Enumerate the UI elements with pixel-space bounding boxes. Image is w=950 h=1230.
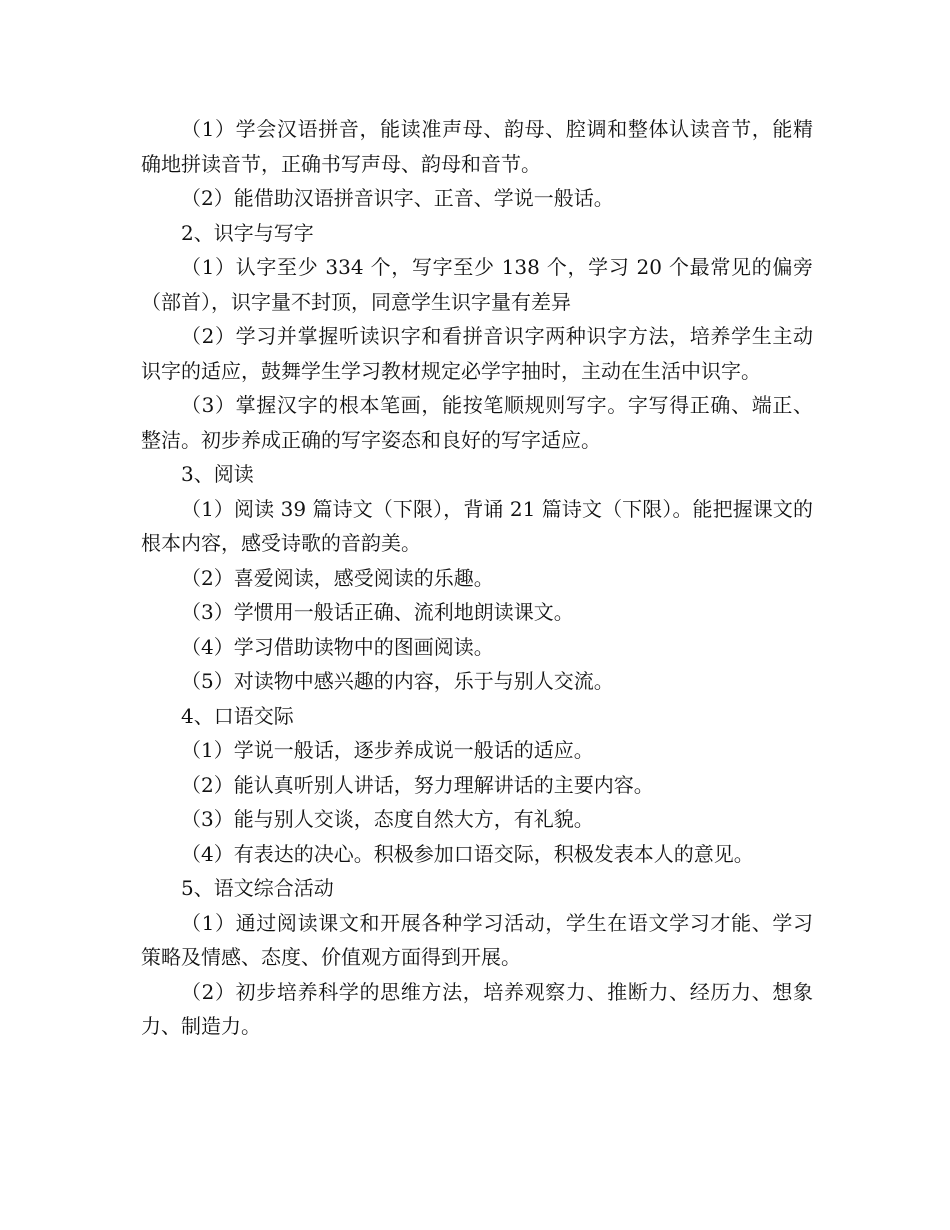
paragraph: （1）阅读 39 篇诗文（下限），背诵 21 篇诗文（下限）。能把握课文的根本内容，感受诗歌的音韵美。: [141, 496, 813, 555]
paragraph: （4）学习借助读物中的图画阅读。: [181, 634, 494, 659]
paragraph: （2）喜爱阅读，感受阅读的乐趣。: [181, 565, 494, 590]
paragraph: （1）认字至少 334 个，写字至少 138 个，学习 20 个最常见的偏旁（部首），识字量不封顶，同意学生识字量有差异: [141, 255, 813, 314]
paragraph: （3）学惯用一般话正确、流利地朗读课文。: [181, 600, 574, 624]
paragraph: （1）通过阅读课文和开展各种学习活动，学生在语文学习才能、学习策略及情感、态度、价值观方面得到开展。: [141, 910, 813, 969]
paragraph: （4）有表达的决心。积极参加口语交际，积极发表本人的意见。: [181, 841, 754, 866]
section-heading: 2、识字与写字: [181, 220, 314, 245]
paragraph: （3）能与别人交谈，态度自然大方，有礼貌。: [181, 807, 594, 831]
paragraph: （5）对读物中感兴趣的内容，乐于与别人交流。: [181, 669, 614, 693]
paragraph: （2）初步培养科学的思维方法，培养观察力、推断力、经历力、想象力、制造力。: [141, 979, 813, 1038]
paragraph: （1）学会汉语拼音，能读准声母、韵母、腔调和整体认读音节，能精确地拼读音节，正确书写声母、韵母和音节。: [141, 117, 813, 176]
section-heading: 5、语文综合活动: [181, 876, 334, 900]
section-heading: 4、口语交际: [181, 703, 294, 728]
paragraph: （2）学习并掌握听读识字和看拼音识字两种识字方法，培养学生主动识字的适应，鼓舞学生学习教材规定必学字抽时，主动在生活中识字。: [141, 324, 813, 383]
paragraph: （1）学说一般话，逐步养成说一般话的适应。: [181, 738, 594, 762]
paragraph: （2）能认真听别人讲话，努力理解讲话的主要内容。: [181, 772, 654, 797]
section-heading: 3、阅读: [181, 462, 254, 486]
paragraph: （3）掌握汉字的根本笔画，能按笔顺规则写字。字写得正确、端正、整洁。初步养成正确的写字姿态和良好的写字适应。: [141, 393, 813, 452]
document-body: [141, 112, 813, 1044]
paragraph: （2）能借助汉语拼音识字、正音、学说一般话。: [181, 186, 614, 210]
